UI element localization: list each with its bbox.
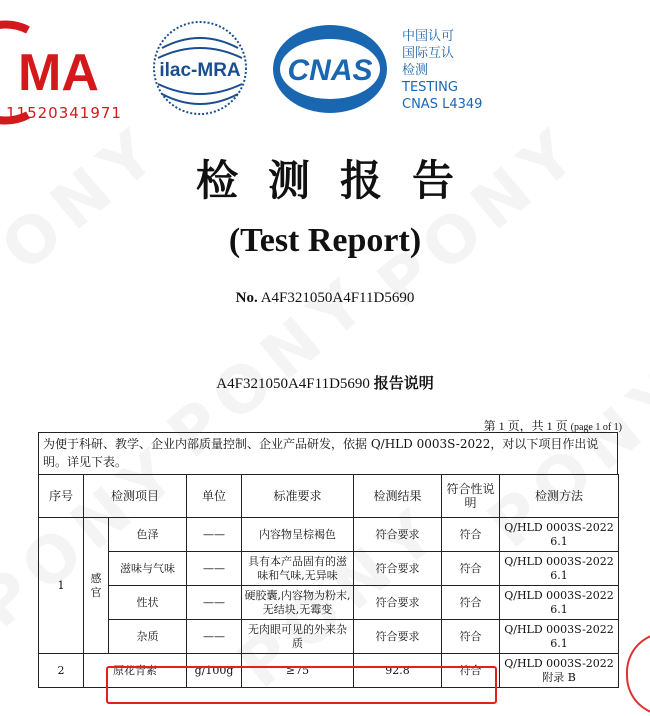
result-cell: 符合要求 [354,518,442,552]
report-number-value: A4F321050A4F11D5690 [260,290,415,306]
row-number: 2 [39,654,84,688]
conformity-cell: 符合 [442,654,500,688]
method-cell: Q/HLD 0003S-2022 6.1 [500,586,619,620]
header-cell: 单位 [187,475,242,518]
report-title-en: (Test Report) [228,222,422,259]
table-row [39,518,619,552]
intro-text: 为便于科研、教学、企业内部质量控制、企业产品研发，依据 Q/HLD 0003S-2022，对以下项目作出说明。详见下表。 [38,432,618,474]
method-cell: Q/HLD 0003S-2022 6.1 [500,518,619,552]
method-cell: Q/HLD 0003S-2022 6.1 [500,620,619,654]
conformity-cell: 符合 [442,620,500,654]
cnas-logo-text: CNAS [287,54,373,87]
report-description-label: 报告说明 [373,374,434,392]
cnas-logo [270,22,390,117]
item-cell: 杂质 [109,620,187,654]
item-cell: 滋味与气味 [109,552,187,586]
header-cell: 检测项目 [84,475,187,518]
unit-cell: —— [187,620,242,654]
page-info-en: (page 1 of 1) [570,422,622,433]
cnas-line: 中国认可 [402,29,455,44]
unit-cell: g/100g [187,654,242,688]
cnas-accreditation-text [402,28,482,113]
unit-cell: —— [187,518,242,552]
header-cell: 检测方法 [500,475,619,518]
method-cell: Q/HLD 0003S-2022 6.1 [500,552,619,586]
table-row [39,620,619,654]
report-title-cn: 检测报告 [195,156,484,205]
row-number: 1 [39,518,84,654]
category-cell: 感官 [84,518,109,654]
report-description-code: A4F321050A4F11D5690 [216,376,370,392]
result-cell: 符合要求 [354,620,442,654]
item-cell: 原花青素 [84,654,187,688]
result-cell: 符合要求 [354,552,442,586]
cma-number: 11520341971 [6,104,122,122]
table-row [39,586,619,620]
red-stamp-edge [626,632,650,716]
report-number-label: No. [235,290,258,306]
svg-text:MA: MA [18,44,99,102]
result-cell: 符合要求 [354,586,442,620]
cnas-line: 国际互认 [402,46,455,61]
method-cell: Q/HLD 0003S-2022 附录 B [500,654,619,688]
unit-cell: —— [187,586,242,620]
cnas-line: CNAS L4349 [402,97,483,112]
requirement-cell: 无肉眼可见的外来杂质 [242,620,354,654]
header-cell: 检测结果 [354,475,442,518]
conformity-cell: 符合 [442,586,500,620]
item-cell: 色泽 [109,518,187,552]
requirement-cell: 硬胶囊,内容物为粉末,无结块,无霉变 [242,586,354,620]
requirement-cell: ≥75 [242,654,354,688]
table-row [39,552,619,586]
header-cell: 序号 [39,475,84,518]
page-info-cn: 第 1 页，共 1 页 [483,419,568,433]
conformity-cell: 符合 [442,552,500,586]
ilac-mra-logo [140,18,260,118]
header-cell: 标准要求 [242,475,354,518]
conformity-cell: 符合 [442,518,500,552]
header-cell: 符合性说明 [442,475,500,518]
item-cell: 性状 [109,586,187,620]
unit-cell: —— [187,552,242,586]
ilac-logo-text: ilac-MRA [159,60,241,81]
report-description-heading [0,372,650,393]
requirement-cell: 内容物呈棕褐色 [242,518,354,552]
cnas-line: TESTING [402,80,458,95]
results-table [38,474,619,688]
requirement-cell: 具有本产品固有的滋味和气味,无异味 [242,552,354,586]
result-cell: 92.8 [354,654,442,688]
highlight-box [106,666,497,704]
report-number [0,290,650,307]
table-header-row [39,475,619,518]
cnas-line: 检测 [402,63,429,78]
